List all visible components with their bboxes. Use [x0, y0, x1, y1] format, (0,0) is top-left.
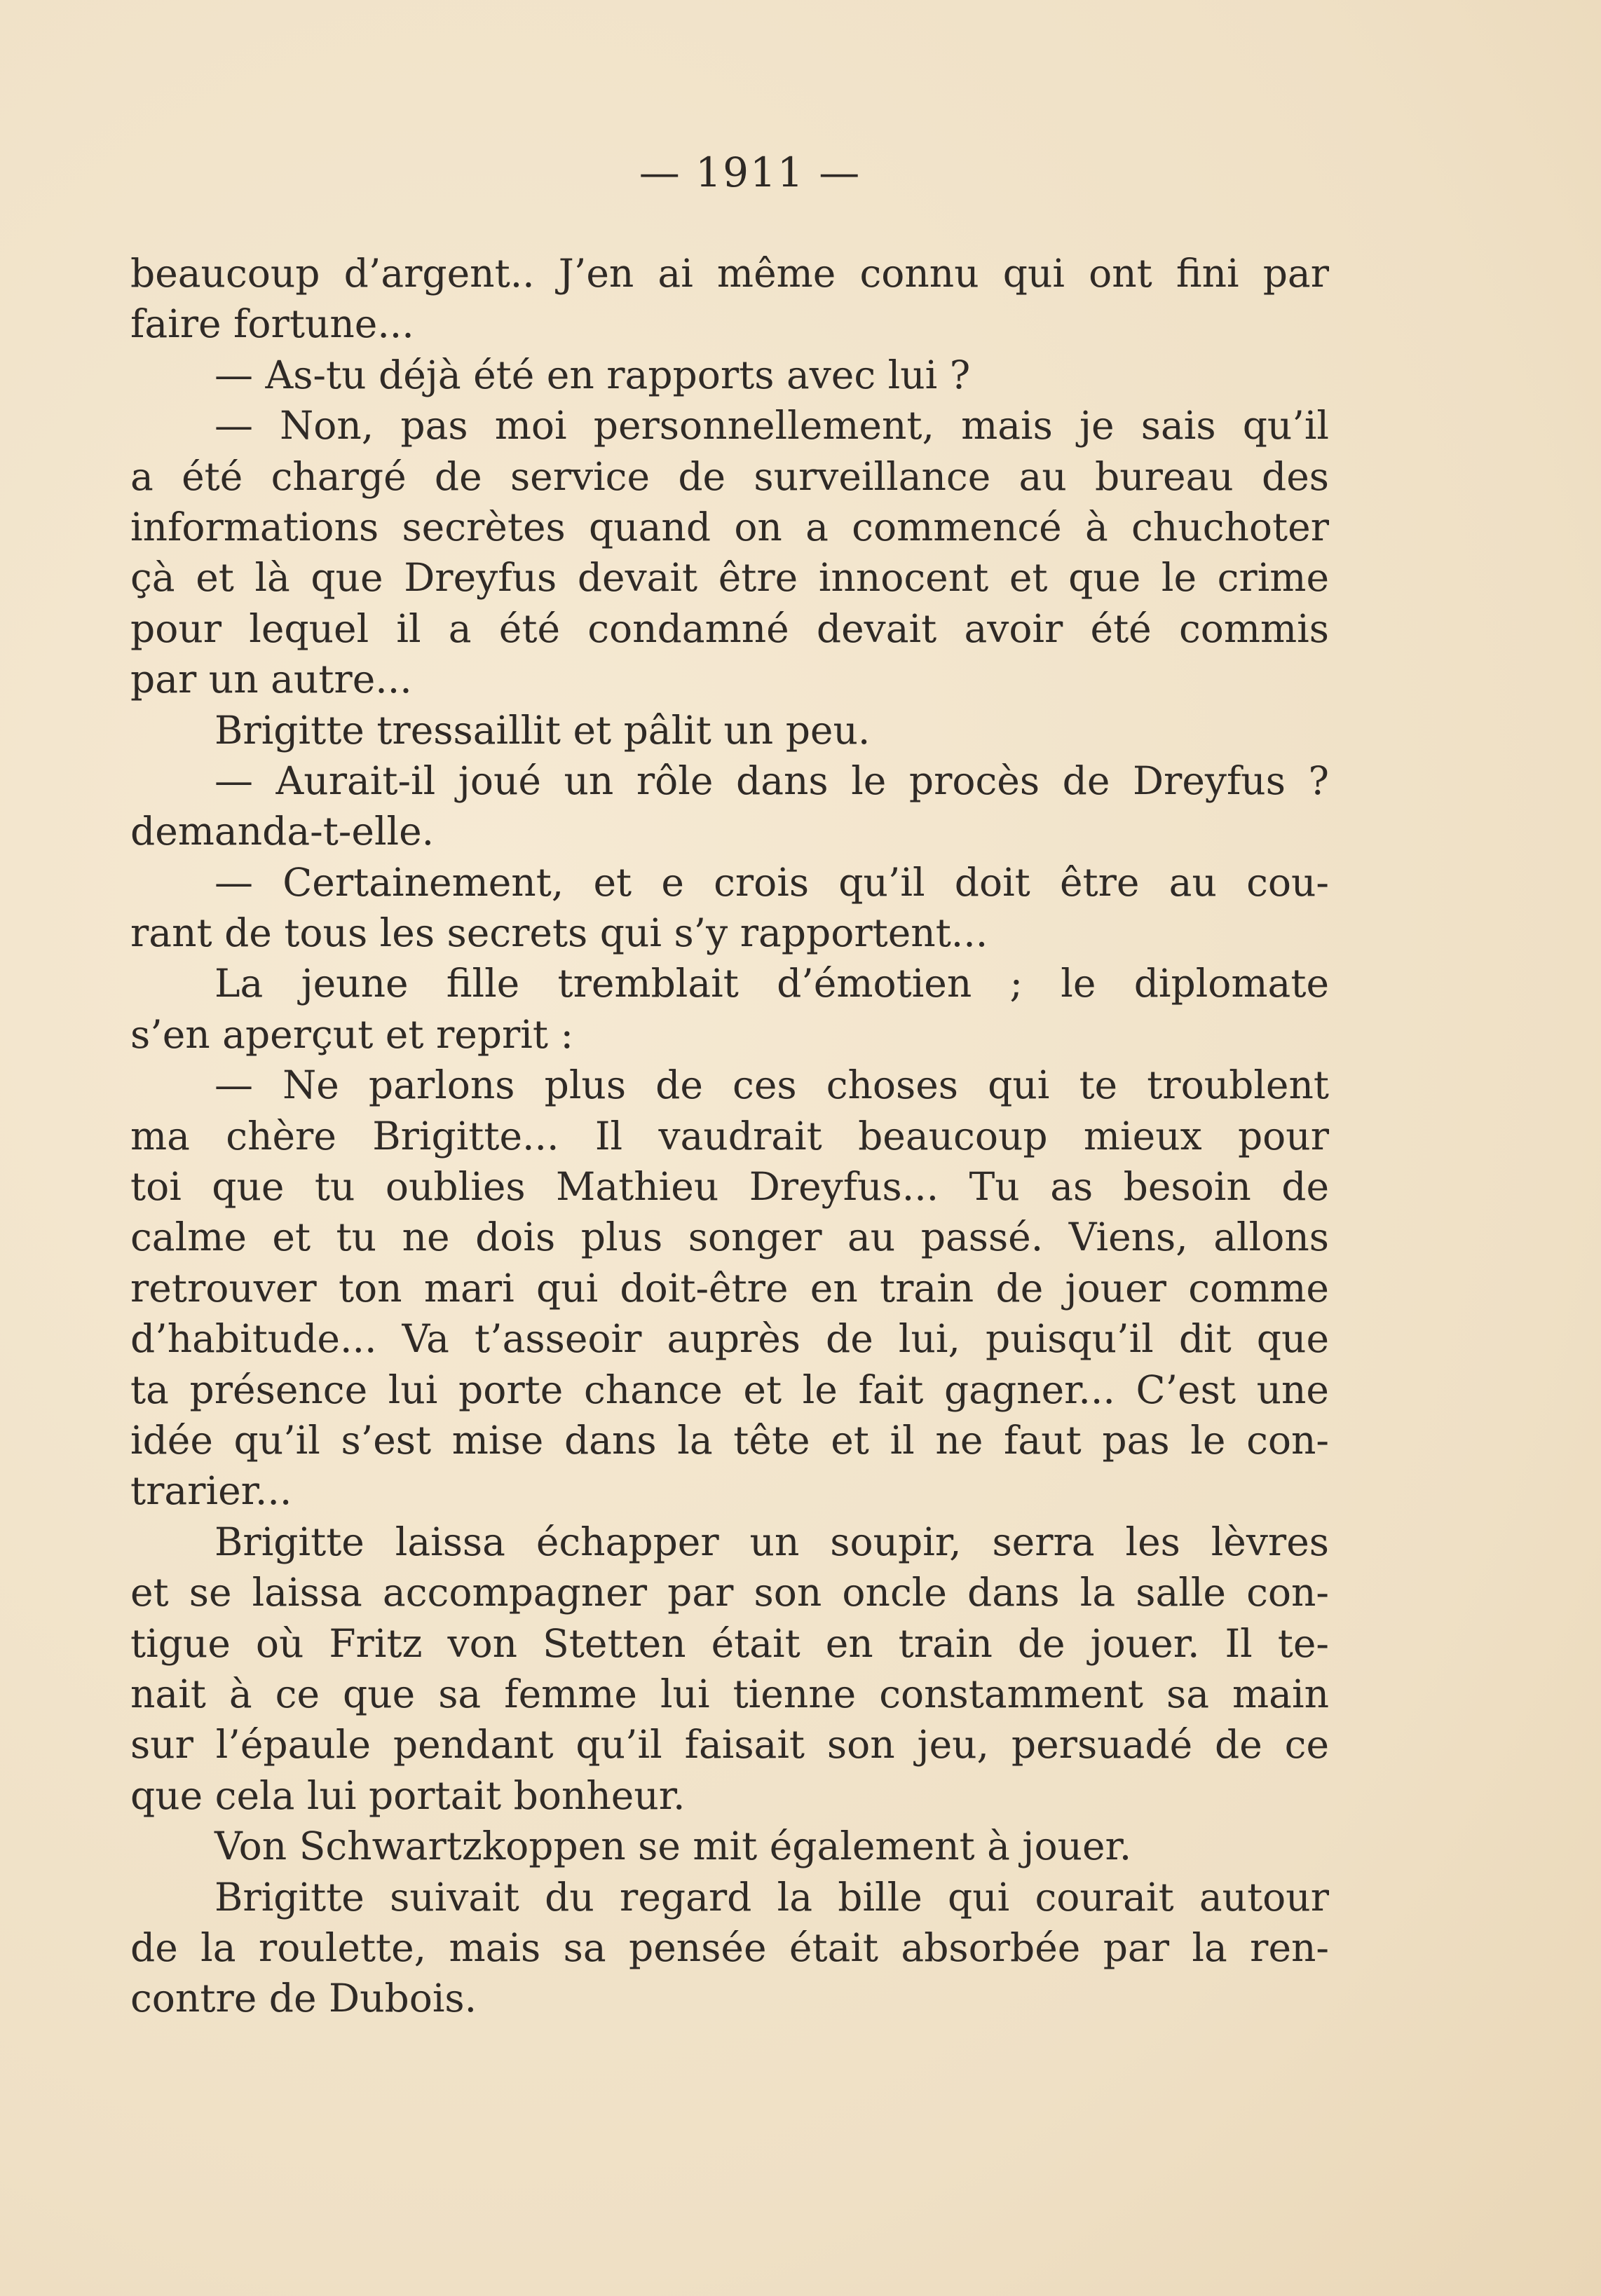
text-line: rant de tous les secrets qui s’y rapportent...: [130, 910, 988, 956]
text-line: — Ne parlons plus de ces choses qui te troublent: [214, 1062, 1329, 1108]
text-line: Von Schwartzkoppen se mit également à jouer.: [214, 1824, 1132, 1869]
text-line: s’en aperçut et reprit :: [130, 1011, 573, 1057]
text-line: faire fortune...: [130, 301, 414, 347]
text-line: de la roulette, mais sa pensée était absorbée par la ren-: [130, 1925, 1329, 1970]
text-line: Brigitte suivait du regard la bille qui courait autour: [214, 1874, 1329, 1920]
text-line: d’habitude... Va t’asseoir auprès de lui, puisqu’il dit que: [130, 1316, 1329, 1362]
text-line: tigue où Fritz von Stetten était en train de jouer. Il te-: [130, 1620, 1329, 1666]
text-line: Brigitte tressaillit et pâlit un peu.: [214, 707, 871, 753]
text-line: demanda-t-elle.: [130, 809, 435, 854]
text-line: trarier...: [130, 1468, 292, 1514]
text-line: La jeune fille tremblait d’émotien ; le diplomate: [214, 961, 1329, 1006]
text-line: informations secrètes quand on a commencé à chuchoter: [130, 504, 1329, 549]
text-line: — As-tu déjà été en rapports avec lui ?: [214, 352, 971, 397]
text-line: pour lequel il a été condamné devait avoir été commis: [130, 606, 1329, 651]
text-line: toi que tu oublies Mathieu Dreyfus... Tu as besoin de: [130, 1164, 1329, 1210]
page-number: — 1911 —: [639, 149, 861, 196]
text-line: beaucoup d’argent.. J’en ai même connu qui ont fini par: [130, 251, 1329, 296]
text-line: Brigitte laissa échapper un soupir, serra les lèvres: [214, 1519, 1329, 1564]
text-line: par un autre...: [130, 657, 412, 702]
text-line: a été chargé de service de surveillance au bureau des: [130, 453, 1329, 499]
text-line: — Certainement, et e crois qu’il doit être au cou-: [214, 859, 1329, 905]
text-line: ma chère Brigitte... Il vaudrait beaucoup mieux pour: [130, 1113, 1329, 1159]
text-line: que cela lui portait bonheur.: [130, 1772, 686, 1818]
text-line: çà et là que Dreyfus devait être innocent et que le crime: [130, 555, 1329, 601]
text-line: et se laissa accompagner par son oncle dans la salle con-: [130, 1570, 1329, 1615]
text-line: — Aurait-il joué un rôle dans le procès de Dreyfus ?: [214, 758, 1329, 803]
text-line: idée qu’il s’est mise dans la tête et il ne faut pas le con-: [130, 1417, 1329, 1463]
text-line: — Non, pas moi personnellement, mais je sais qu’il: [214, 403, 1329, 449]
text-line: ta présence lui porte chance et le fait gagner... C’est une: [130, 1367, 1329, 1412]
text-line: sur l’épaule pendant qu’il faisait son jeu, persuadé de ce: [130, 1722, 1329, 1768]
body-text: [130, 248, 1329, 2024]
text-line: retrouver ton mari qui doit-être en train de jouer comme: [130, 1265, 1329, 1311]
text-line: calme et tu ne dois plus songer au passé. Viens, allons: [130, 1215, 1329, 1260]
text-line: contre de Dubois.: [130, 1976, 477, 2021]
text-line: nait à ce que sa femme lui tienne constamment sa main: [130, 1671, 1329, 1716]
